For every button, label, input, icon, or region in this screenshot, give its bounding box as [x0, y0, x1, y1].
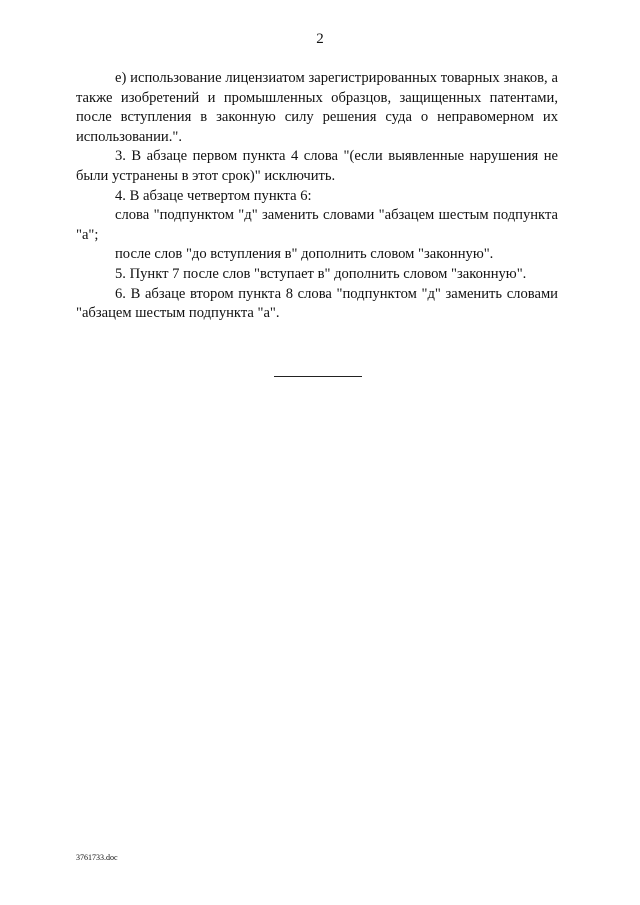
- document-body: [76, 69, 558, 324]
- paragraph-item-e: е) использование лицензиатом зарегистрированных товарных знаков, а также изобретений и промышленных образцов, защищенных патентами, после вступления в законную силу решения суда о неправомерном их использовании.".: [76, 70, 558, 145]
- end-separator-line: [274, 376, 362, 377]
- paragraph-item-6: 6. В абзаце втором пункта 8 слова "подпунктом "д" заменить словами "абзацем шестым подпункта "а".: [76, 285, 558, 322]
- footer-doc-id: 3761733.doc: [76, 853, 118, 862]
- paragraph-item-3: 3. В абзаце первом пункта 4 слова "(если выявленные нарушения не были устранены в этот срок)" исключить.: [76, 148, 558, 184]
- paragraph-item-5: 5. Пункт 7 после слов "вступает в" дополнить словом "законную".: [115, 265, 527, 282]
- paragraph-item-4: 4. В абзаце четвертом пункта 6:: [115, 187, 312, 204]
- paragraph-item-4-after-words: после слов "до вступления в" дополнить словом "законную".: [115, 246, 494, 263]
- paragraph-item-4-words: слова "подпунктом "д" заменить словами "абзацем шестым подпункта "а";: [76, 207, 558, 243]
- page-number: 2: [316, 31, 324, 47]
